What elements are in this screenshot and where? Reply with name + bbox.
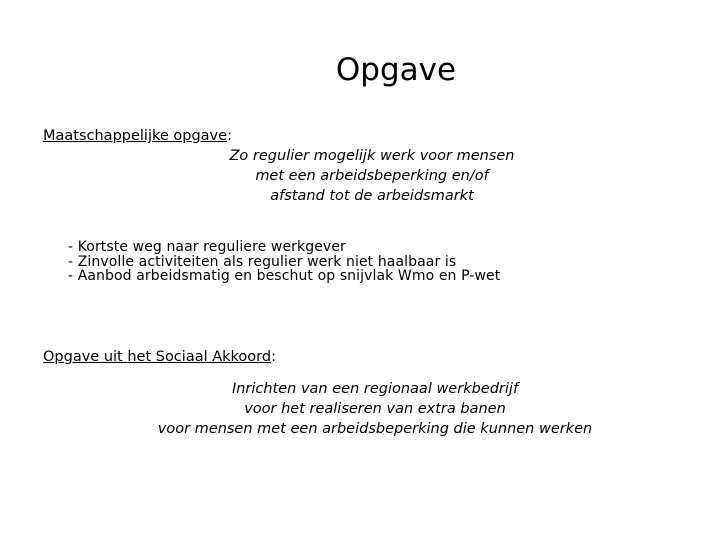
bullet-item: - Kortste weg naar reguliere werkgever bbox=[68, 239, 346, 255]
section-heading-label: Opgave uit het Sociaal Akkoord bbox=[43, 349, 272, 365]
bullet-list bbox=[68, 240, 500, 284]
section-heading-maatschappelijke-opgave bbox=[43, 127, 232, 145]
page-title: Opgave bbox=[335, 52, 457, 88]
section-heading-colon: : bbox=[271, 349, 276, 365]
quote-sociaal-akkoord bbox=[150, 379, 600, 439]
bullet-item: - Zinvolle activiteiten als regulier werk niet haalbaar is bbox=[68, 253, 457, 270]
quote-line: voor mensen met een arbeidsbeperking die kunnen werken bbox=[157, 421, 593, 437]
quote-line: voor het realiseren van extra banen bbox=[244, 401, 506, 417]
section-heading-colon: : bbox=[227, 128, 232, 144]
quote-maatschappelijke-opgave bbox=[222, 146, 522, 206]
section-heading-sociaal-akkoord bbox=[43, 348, 276, 366]
section-heading-label: Maatschappelijke opgave bbox=[43, 128, 228, 144]
quote-line: Zo regulier mogelijk werk voor mensen bbox=[229, 148, 515, 164]
bullet-item: - Aanbod arbeidsmatig en beschut op snijvlak Wmo en P-wet bbox=[68, 268, 501, 284]
quote-line: Inrichten van een regionaal werkbedrijf bbox=[231, 381, 519, 397]
quote-line: met een arbeidsbeperking en/of bbox=[255, 168, 489, 184]
quote-line: afstand tot de arbeidsmarkt bbox=[270, 188, 474, 204]
